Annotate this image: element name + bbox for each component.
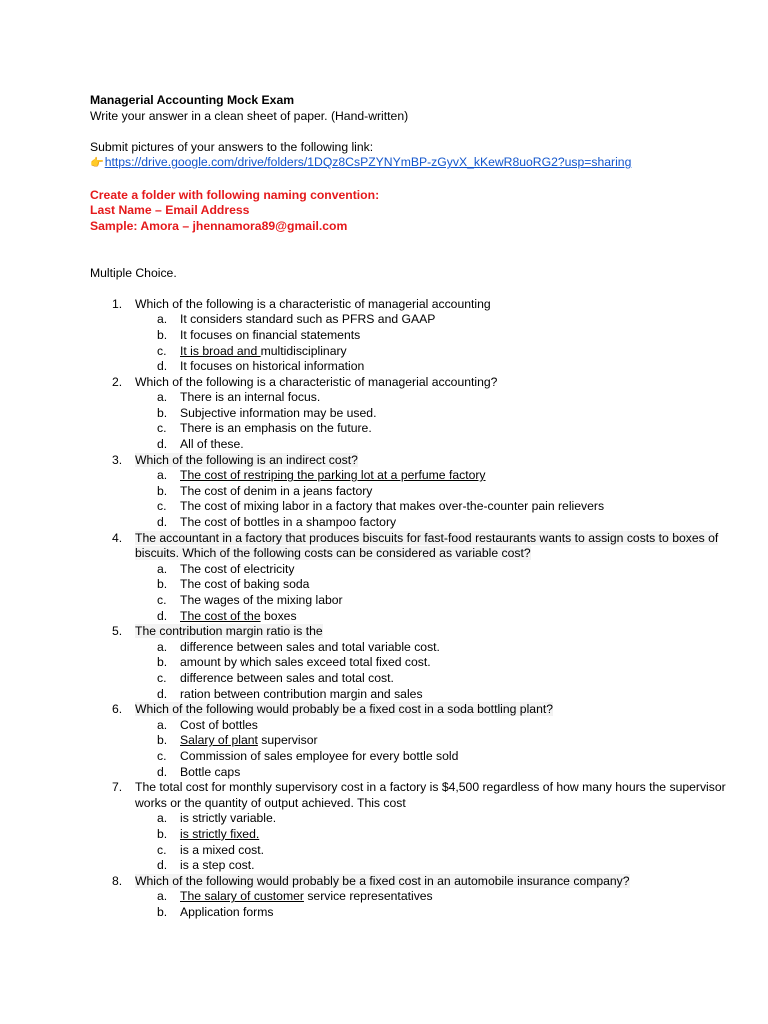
option-letter: a. (157, 390, 168, 405)
question-number: 5. (112, 624, 123, 639)
option-letter: d. (157, 608, 168, 623)
answer-option (90, 328, 750, 344)
option-text: Subjective information may be used. (180, 405, 377, 420)
option-letter: d. (157, 437, 168, 452)
option-text-underlined: is strictly fixed. (180, 826, 260, 841)
question-number: 2. (112, 374, 123, 389)
question-number: 3. (112, 452, 123, 467)
option-text: The cost of baking soda (180, 577, 310, 592)
option-text: boxes (260, 608, 297, 623)
answer-option (90, 858, 750, 874)
answer-option (90, 312, 750, 328)
link-line (90, 155, 750, 172)
answer-option (90, 468, 750, 484)
answer-option (90, 687, 750, 703)
answer-option (90, 733, 750, 749)
answer-option (90, 359, 750, 375)
option-letter: c. (157, 421, 167, 436)
question-text: Which of the following is an indirect cost? (135, 452, 358, 467)
option-letter: a. (157, 561, 168, 576)
answer-option (90, 609, 750, 625)
option-text: It focuses on financial statements (180, 327, 361, 342)
option-letter: d. (157, 686, 168, 701)
answer-option (90, 749, 750, 765)
answer-option (90, 344, 750, 360)
answer-option (90, 905, 750, 921)
option-text: It considers standard such as PFRS and GAAP (180, 312, 436, 327)
option-text: The wages of the mixing labor (180, 593, 343, 607)
answer-option (90, 889, 750, 905)
question-text: Which of the following would probably be a fixed cost in an automobile insurance company? (135, 873, 630, 888)
option-letter: b. (157, 733, 168, 748)
option-list (135, 640, 750, 702)
option-letter: b. (157, 826, 168, 841)
answer-option (90, 499, 750, 515)
option-text: Bottle caps (180, 764, 241, 779)
answer-option (90, 843, 750, 859)
option-letter: b. (157, 405, 168, 420)
pointing-hand-icon: 👉 (90, 157, 104, 170)
answer-option (90, 437, 750, 453)
answer-option (90, 515, 750, 531)
answer-option (90, 827, 750, 843)
answer-option (90, 390, 750, 406)
option-letter: a. (157, 811, 168, 826)
option-text: The cost of mixing labor in a factory that makes over-the-counter pain relievers (180, 499, 605, 514)
question-text: The contribution margin ratio is the (135, 624, 323, 639)
option-text: All of these. (180, 437, 244, 452)
question-item (90, 453, 750, 531)
option-text: There is an emphasis on the future. (180, 421, 372, 436)
option-letter: d. (157, 359, 168, 374)
option-text: difference between sales and total variable cost. (180, 639, 440, 654)
option-letter: a. (157, 717, 168, 732)
option-text: amount by which sales exceed total fixed cost. (180, 655, 431, 670)
folder-sample: Sample: Amora – jhennamora89@gmail.com (90, 218, 348, 233)
option-list (135, 390, 750, 452)
option-list (135, 312, 750, 374)
option-letter: c. (157, 748, 167, 763)
answer-option (90, 765, 750, 781)
option-list (135, 562, 750, 624)
option-text: There is an internal focus. (180, 390, 321, 405)
instruction-text: Write your answer in a clean sheet of paper. (Hand-written) (90, 108, 409, 123)
option-text: supervisor (257, 733, 318, 748)
drive-link[interactable]: https://drive.google.com/drive/folders/1DQz8CsPZYNYmBP-zGyvX_kKewR8uoRG2?usp=sharing (104, 155, 632, 170)
option-list (135, 889, 750, 920)
question-text: Which of the following would probably be a fixed cost in a soda bottling plant? (135, 702, 554, 717)
option-letter: d. (157, 764, 168, 779)
question-number: 1. (112, 296, 123, 311)
answer-option (90, 406, 750, 422)
option-text: Cost of bottles (180, 717, 258, 732)
answer-option (90, 671, 750, 687)
question-number: 8. (112, 873, 123, 888)
option-text: is a step cost. (180, 858, 255, 873)
question-list (90, 297, 750, 921)
question-item (90, 531, 750, 625)
option-letter: c. (157, 670, 167, 685)
option-letter: b. (157, 904, 168, 919)
option-list (135, 468, 750, 530)
option-letter: b. (157, 327, 168, 342)
question-item (90, 874, 750, 921)
option-letter: a. (157, 468, 168, 483)
exam-title: Managerial Accounting Mock Exam (90, 93, 295, 107)
question-item (90, 375, 750, 453)
question-text: Which of the following is a characteristic of managerial accounting? (135, 374, 498, 389)
option-letter: b. (157, 483, 168, 498)
answer-option (90, 562, 750, 578)
folder-format: Last Name – Email Address (90, 203, 250, 218)
option-text: Application forms (180, 904, 274, 919)
option-letter: a. (157, 639, 168, 654)
answer-option (90, 577, 750, 593)
option-text: multidisciplinary (260, 343, 347, 358)
option-letter: b. (157, 577, 168, 592)
answer-option (90, 484, 750, 500)
document-page (90, 93, 750, 920)
option-letter: c. (157, 499, 167, 514)
option-text: is strictly variable. (180, 811, 277, 826)
option-letter: d. (157, 515, 168, 530)
option-letter: a. (157, 312, 168, 327)
question-number: 6. (112, 702, 123, 717)
option-text: The cost of electricity (180, 561, 295, 576)
option-text: service representatives (303, 889, 433, 904)
option-text: is a mixed cost. (180, 842, 264, 857)
question-number: 7. (112, 780, 123, 795)
question-item (90, 624, 750, 702)
option-list (135, 718, 750, 780)
option-text-underlined: It is broad and (180, 343, 261, 358)
answer-option (90, 640, 750, 656)
option-text-underlined: The cost of restriping the parking lot at a perfume factory (180, 468, 486, 483)
answer-option (90, 421, 750, 437)
question-item (90, 297, 750, 375)
question-text: The accountant in a factory that produces biscuits for fast-food restaurants wants to assign costs to boxes of biscuits. Which of the following costs can be considered as variable cost? (135, 530, 719, 561)
question-number: 4. (112, 530, 123, 545)
submit-text: Submit pictures of your answers to the following link: (90, 139, 374, 154)
section-title: Multiple Choice. (90, 265, 177, 280)
option-letter: c. (157, 593, 167, 607)
answer-option (90, 593, 750, 609)
option-text-underlined: The cost of the (180, 608, 261, 623)
answer-option (90, 718, 750, 734)
answer-option (90, 811, 750, 827)
option-text: ration between contribution margin and sales (180, 686, 423, 701)
question-item (90, 702, 750, 780)
folder-instruction: Create a folder with following naming convention: (90, 187, 380, 202)
option-letter: d. (157, 858, 168, 873)
answer-option (90, 655, 750, 671)
option-letter: c. (157, 343, 167, 358)
option-text: It focuses on historical information (180, 359, 365, 374)
option-text-underlined: The salary of customer (180, 889, 304, 904)
option-text: Commission of sales employee for every bottle sold (180, 748, 459, 763)
question-text: The total cost for monthly supervisory cost in a factory is $4,500 regardless of how many hours the supervisor works or the quantity of output achieved. This cost (135, 780, 726, 810)
question-text: Which of the following is a characteristic of managerial accounting (135, 296, 491, 311)
option-text: The cost of denim in a jeans factory (180, 483, 373, 498)
option-list (135, 811, 750, 873)
option-letter: b. (157, 655, 168, 670)
option-text-underlined: Salary of plant (180, 733, 258, 748)
question-item (90, 780, 750, 874)
option-text: The cost of bottles in a shampoo factory (180, 515, 397, 530)
option-letter: a. (157, 889, 168, 904)
option-text: difference between sales and total cost. (180, 670, 394, 685)
option-letter: c. (157, 842, 167, 857)
